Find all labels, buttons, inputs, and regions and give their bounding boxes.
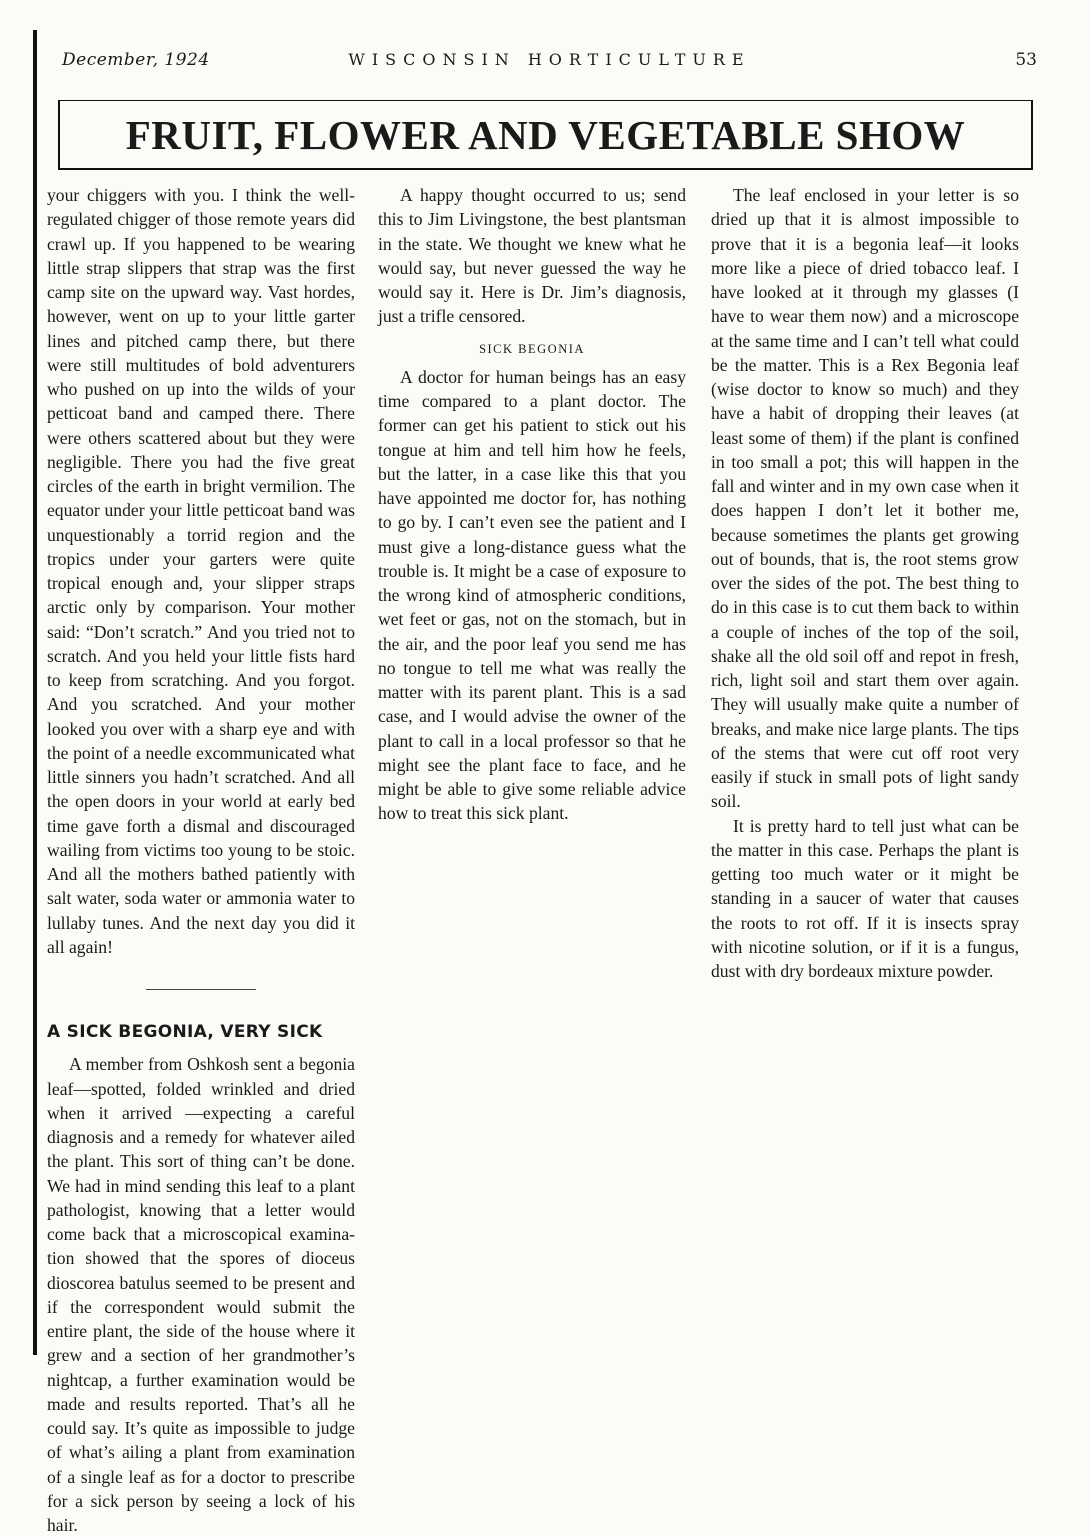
running-head [62, 50, 1037, 80]
begonia-paragraph-3: A doctor for human beings has an easy time compared to a plant doctor. The former can get his patient to stick out his tongue at him and tell him how he feels, but the latter, in a case like this that you have appointed me doctor for, has nothing to go by. I can’t even see the patient and I must give a long-distance guess what the trouble is. It might be a case of exposure to the wrong kind of atmospheric conditions, wet feet or gas, not on the stomach, but in the air, and the poor leaf you send me has no tongue to tell me what was really the matter with its parent plant. This is a sad case, and I would advise the owner of the plant to call in a local professor so that he might see the plant face to face, and he might be able to give some reliable advice how to treat this sick plant. [378, 366, 686, 824]
sick-begonia-subhead: SICK BEGONIA [479, 341, 585, 356]
page-number: 53 [1015, 50, 1037, 70]
article-divider [146, 989, 256, 990]
begonia-paragraph-4: The leaf enclosed in your letter is so dried up that it is almost impossible to prove that it is a begonia leaf—it looks more like a piece of dried tobacco leaf. I have looked at it through my glasses (I have to wear them now) and a microscope at the same time and I can’t tell what could be the matter. This is a Rex Begonia leaf (wise doctor to know so much) and they have a habit of dropping their leaves (at least some of them) if the plant is confined in too small a pot; this will happen in the fall and winter and in my own case when it does happen I don’t let it bother me, because sometimes the plants get growing out of bounds, that is, the root stems grow over the sides of the pot. The best thing to do in this case is to cut them back to within a couple of inches of the top of the soil, shake all the old soil off and repot in fresh, rich, light soil and start them over again. They will usually make quite a number of breaks, and make nice large plants. The tips of the stems that were cut off root very easily if stuck in small pots of light sandy soil. [711, 185, 1019, 812]
section-banner [58, 100, 1033, 170]
issue-date: December, 1924 [62, 50, 210, 70]
begonia-paragraph-2: A happy thought occurred to us; send this to Jim Livingstone, the best plantsman in the state. We thought we knew what he would say, but never guessed the way he would say it. Here is Dr. Jim’s diagnosis, just a trifle censored. [378, 185, 686, 327]
banner-title: FRUIT, FLOWER AND VEGETABLE SHOW [125, 111, 966, 158]
column-3 [711, 183, 1019, 1343]
begonia-article-flow-1 [47, 1052, 355, 1537]
page-spine-edge [33, 30, 37, 1355]
chigger-article-text: your chiggers with you. I think the well-regulated chigger of those remote years did crawl up. If you happened to be wearing little strap slippers that strap was the first camp site on the upward way. Vast hordes, however, went on up to your little garter lines and pitched camp there, but there were still multitudes of bold adventurers who pushed on up into the wilds of your petticoat band and camped there. There were others scattered about but they were negligible. There you had the five great circles of the earth in bright vermilion. The equator under your little petticoat band was unquestionably a torrid region and the tropics under your garters were quite tropical enough and, your slipper straps arctic only by comparison. Your mother said: “Don’t scratch.” And you tried not to scratch. And you held your little fists hard to keep from scratching. And you forgot. And you scratched. And your mother looked you over with a sharp eye and with the point of a needle excommunicated what little sinners you hadn’t scratched. And all the open doors in your world at early bed time gave forth a dismal and discouraged wailing from victims too young to be stoic. And all the mothers bathed patiently with salt water, soda water or ammonia water to lullaby tunes. And the next day you did it all again! [47, 185, 355, 957]
column-2 [378, 183, 686, 1343]
begonia-paragraph-1: A member from Oshkosh sent a begonia leaf—spotted, folded wrinkled and dried when it arrived —expecting a careful diagnosis and a remedy for whatever ailed the plant. This sort of thing can’t be done. We had in mind sending this leaf to a plant pathologist, knowing that a letter would come back that a microscopical examination showed that the spores of dioceus dioscorea batulus seemed to be present and if the correspondent would submit the entire plant, the side of the house where it grew and a section of her grandmother’s nightcap, a further examination would be made and results reported. That’s all he could say. It’s quite as impossible to judge of what’s ailing a plant from examination of a single leaf as for a doctor to prescribe for a sick person by seeing a lock of his hair. [47, 1054, 355, 1535]
begonia-article-title: A SICK BEGONIA, VERY SICK [47, 1022, 323, 1042]
begonia-article-flow-2 [378, 183, 686, 826]
column-1 [47, 183, 355, 1535]
begonia-paragraph-5: It is pretty hard to tell just what can be the matter in this case. Perhaps the plant is getting too much water or it might be standing in a saucer of water that causes the roots to rot off. If it is insects spray with nicotine solution, or if it is a fungus, dust with dry bordeaux mixture powder. [711, 815, 1019, 981]
journal-name: WISCONSIN HORTICULTURE [348, 50, 751, 69]
